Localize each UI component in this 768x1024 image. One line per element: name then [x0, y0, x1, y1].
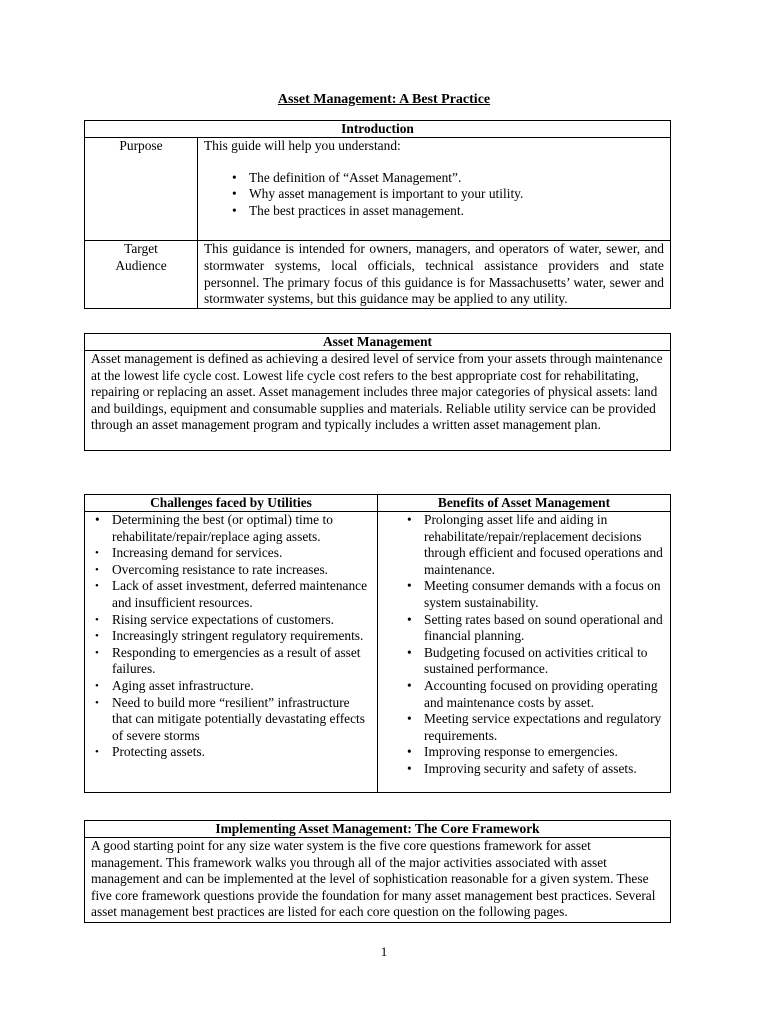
list-item: • Improving security and safety of assets. [407, 760, 637, 776]
benefits-cell [378, 512, 671, 793]
list-item: • Budgeting focused on activities critical to sustained performance. [407, 644, 648, 677]
document-title: Asset Management: A Best Practice [277, 92, 491, 107]
challenges-cell [85, 512, 378, 793]
purpose-list [232, 169, 664, 220]
bullet-icon: • [407, 760, 412, 776]
target-audience-text: This guidance is intended for owners, managers, and operators of water, sewer, and stormwater systems, local officials, technical assistance providers and state personnel. The primary focus of this guidance is for Massachusetts’ water, sewer and stormwater systems, but this guidance may be applied to any utility. [198, 241, 671, 308]
bullet-icon: • [95, 696, 99, 709]
benefits-header: Benefits of Asset Management [378, 495, 671, 512]
core-framework-header: Implementing Asset Management: The Core Framework [85, 821, 671, 838]
bullet-icon: • [95, 613, 99, 626]
bullet-icon: • [232, 202, 237, 218]
list-item: • The best practices in asset management. [232, 202, 464, 218]
list-item: • Increasing demand for services. [95, 545, 283, 561]
list-item: • Meeting service expectations and regulatory requirements. [407, 711, 662, 743]
challenges-list [95, 512, 373, 761]
bullet-icon: • [95, 679, 99, 692]
bullet-icon: • [95, 563, 99, 576]
asset-management-table [84, 333, 671, 451]
introduction-header: Introduction [85, 121, 671, 138]
asset-management-text: Asset management is defined as achieving a desired level of service from your assets through maintenance at the lowest life cycle cost. Lowest life cycle cost refers to the best appropriate cost for rehabilitating, repairing or replacing an asset. Asset management includes three major categories of physical assets: land and buildings, equipment and consumable supplies and materials. Reliable utility service can be provided through an asset management program and typically includes a written asset management plan. [85, 351, 671, 451]
bullet-icon: • [232, 186, 237, 202]
introduction-table [84, 120, 671, 309]
asset-management-header: Asset Management [85, 334, 671, 351]
bullet-icon: • [95, 512, 100, 527]
list-item: • Rising service expectations of customers. [95, 611, 335, 627]
bullet-icon: • [407, 578, 412, 594]
list-item: • Setting rates based on sound operational and financial planning. [407, 611, 663, 644]
list-item: • Meeting consumer demands with a focus on system sustainability. [407, 578, 661, 610]
challenges-benefits-table [84, 494, 671, 793]
list-item: • Lack of asset investment, deferred maintenance and insufficient resources. [95, 578, 368, 610]
challenges-header: Challenges faced by Utilities [85, 495, 378, 512]
list-item: • Why asset management is important to your utility. [232, 186, 524, 202]
list-item: • Prolonging asset life and aiding in rehabilitate/repair/replacement decisions through efficient and focused operations and maintenance. [407, 512, 663, 577]
bullet-icon: • [407, 644, 412, 660]
bullet-icon: • [95, 646, 99, 659]
list-item: • Increasingly stringent regulatory requirements. [95, 628, 364, 644]
core-framework-table [84, 820, 671, 923]
bullet-icon: • [407, 744, 412, 760]
bullet-icon: • [407, 711, 412, 727]
list-item: • Aging asset infrastructure. [95, 677, 254, 693]
list-item: • Overcoming resistance to rate increases. [95, 561, 329, 577]
benefits-list [407, 512, 666, 778]
bullet-icon: • [95, 630, 99, 643]
list-item: • Improving response to emergencies. [407, 744, 618, 760]
bullet-icon: • [232, 169, 237, 185]
list-item: • Need to build more “resilient” infrastructure that can mitigate potentially devastating effects of severe storms [95, 694, 365, 743]
purpose-cell [198, 138, 671, 241]
core-framework-text: A good starting point for any size water system is the five core questions framework for asset management. This framework walks you through all of the major activities associated with asset management and can be implemented at the level of sophistication reasonable for a given system. These five core framework questions provide the foundation for many asset management best practices. Several asset management best practices are listed for each core question on the following pages. [85, 838, 671, 923]
bullet-icon: • [95, 746, 99, 759]
bullet-icon: • [407, 611, 412, 627]
purpose-label: Purpose [85, 138, 198, 241]
list-item: • Protecting assets. [95, 744, 205, 760]
page-number: 1 [380, 944, 388, 959]
bullet-icon: • [407, 512, 412, 527]
target-audience-label: Target Audience [85, 241, 198, 308]
bullet-icon: • [407, 677, 412, 693]
list-item: • Determining the best (or optimal) time to rehabilitate/repair/replace aging assets. [95, 512, 333, 544]
list-item: • The definition of “Asset Management”. [232, 169, 462, 185]
list-item: • Responding to emergencies as a result of asset failures. [95, 644, 361, 677]
bullet-icon: • [95, 547, 99, 560]
bullet-icon: • [95, 580, 99, 593]
purpose-text: This guide will help you understand: [204, 138, 401, 153]
list-item: • Accounting focused on providing operating and maintenance costs by asset. [407, 677, 658, 710]
